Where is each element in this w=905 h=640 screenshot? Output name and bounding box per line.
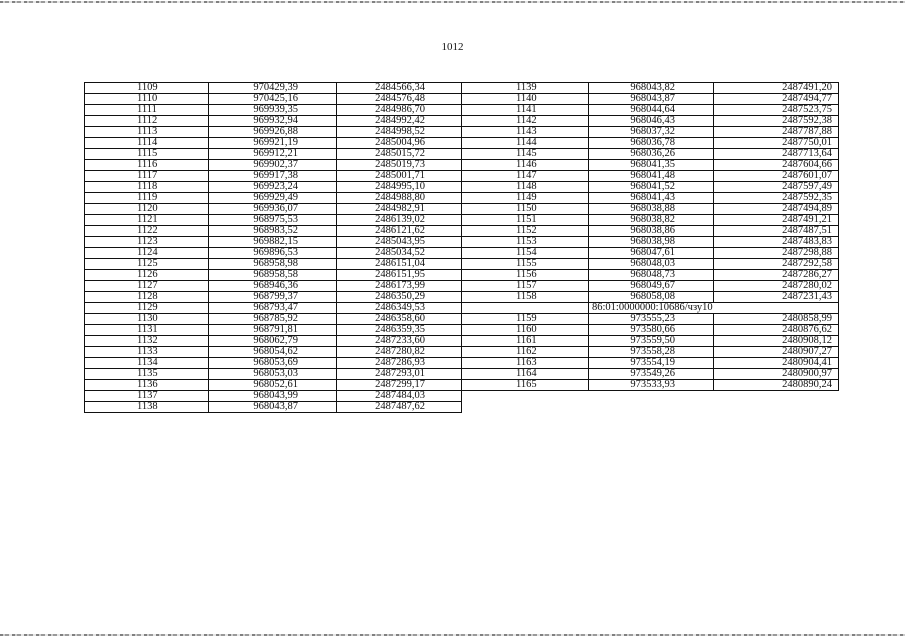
x-coordinate: 968958,58 — [209, 270, 337, 281]
table-row — [85, 292, 839, 303]
point-number: 1159 — [462, 314, 589, 325]
table-row — [85, 138, 839, 149]
x-coordinate: 969896,53 — [209, 248, 337, 259]
y-coordinate: 2486139,02 — [337, 215, 462, 226]
y-coordinate: 2487787,88 — [714, 127, 839, 138]
point-number: 1143 — [462, 127, 589, 138]
point-number: 1163 — [462, 358, 589, 369]
y-coordinate: 2487299,17 — [337, 380, 462, 391]
y-coordinate: 2484982,91 — [337, 204, 462, 215]
y-coordinate: 2487494,89 — [714, 204, 839, 215]
coordinates-table-body — [85, 83, 839, 413]
blank-cell — [589, 402, 714, 413]
x-coordinate: 970425,16 — [209, 94, 337, 105]
point-number: 1139 — [462, 83, 589, 94]
empty-cell — [462, 303, 589, 314]
table-row — [85, 314, 839, 325]
x-coordinate: 973580,66 — [589, 325, 714, 336]
y-coordinate: 2487487,51 — [714, 226, 839, 237]
x-coordinate: 968049,67 — [589, 281, 714, 292]
x-coordinate: 968785,92 — [209, 314, 337, 325]
y-coordinate: 2487233,60 — [337, 336, 462, 347]
table-row — [85, 94, 839, 105]
table-row — [85, 237, 839, 248]
table-row — [85, 193, 839, 204]
point-number: 1138 — [85, 402, 209, 413]
table-row — [85, 369, 839, 380]
x-coordinate: 968036,26 — [589, 149, 714, 160]
x-coordinate: 968053,03 — [209, 369, 337, 380]
x-coordinate: 968038,98 — [589, 237, 714, 248]
point-number: 1118 — [85, 182, 209, 193]
y-coordinate: 2486359,35 — [337, 325, 462, 336]
y-coordinate: 2487491,20 — [714, 83, 839, 94]
point-number: 1127 — [85, 281, 209, 292]
x-coordinate: 973549,26 — [589, 369, 714, 380]
x-coordinate: 969936,07 — [209, 204, 337, 215]
x-coordinate: 968041,35 — [589, 160, 714, 171]
x-coordinate: 968038,82 — [589, 215, 714, 226]
point-number: 1134 — [85, 358, 209, 369]
y-coordinate: 2485019,73 — [337, 160, 462, 171]
x-coordinate: 969921,19 — [209, 138, 337, 149]
page-number: 1012 — [441, 41, 464, 53]
y-coordinate: 2487292,58 — [714, 259, 839, 270]
y-coordinate: 2487523,75 — [714, 105, 839, 116]
blank-cell — [462, 391, 589, 402]
point-number: 1164 — [462, 369, 589, 380]
y-coordinate: 2486358,60 — [337, 314, 462, 325]
y-coordinate: 2487487,62 — [337, 402, 462, 413]
point-number: 1154 — [462, 248, 589, 259]
x-coordinate: 968975,53 — [209, 215, 337, 226]
y-coordinate: 2487597,49 — [714, 182, 839, 193]
x-coordinate: 968046,43 — [589, 116, 714, 127]
x-coordinate: 968043,87 — [209, 402, 337, 413]
table-row — [85, 226, 839, 237]
table-row — [85, 182, 839, 193]
x-coordinate: 973558,28 — [589, 347, 714, 358]
table-row — [85, 204, 839, 215]
point-number: 1128 — [85, 292, 209, 303]
x-coordinate: 968044,64 — [589, 105, 714, 116]
point-number: 1150 — [462, 204, 589, 215]
y-coordinate: 2487280,82 — [337, 347, 462, 358]
x-coordinate: 968043,87 — [589, 94, 714, 105]
table-row — [85, 160, 839, 171]
y-coordinate: 2480908,12 — [714, 336, 839, 347]
point-number: 1124 — [85, 248, 209, 259]
point-number: 1135 — [85, 369, 209, 380]
x-coordinate: 969882,15 — [209, 237, 337, 248]
y-coordinate: 2487601,07 — [714, 171, 839, 182]
x-coordinate: 968791,81 — [209, 325, 337, 336]
y-coordinate: 2485034,52 — [337, 248, 462, 259]
table-row — [85, 149, 839, 160]
y-coordinate: 2485043,95 — [337, 237, 462, 248]
y-coordinate: 2480876,62 — [714, 325, 839, 336]
blank-cell — [589, 391, 714, 402]
point-number: 1141 — [462, 105, 589, 116]
x-coordinate: 968047,61 — [589, 248, 714, 259]
blank-cell — [714, 391, 839, 402]
point-number: 1160 — [462, 325, 589, 336]
point-number: 1136 — [85, 380, 209, 391]
table-row — [85, 325, 839, 336]
x-coordinate: 968041,43 — [589, 193, 714, 204]
x-coordinate: 968062,79 — [209, 336, 337, 347]
table-row — [85, 105, 839, 116]
table-row — [85, 391, 839, 402]
point-number: 1113 — [85, 127, 209, 138]
point-number: 1133 — [85, 347, 209, 358]
point-number: 1109 — [85, 83, 209, 94]
point-number: 1161 — [462, 336, 589, 347]
x-coordinate: 968054,62 — [209, 347, 337, 358]
y-coordinate: 2487592,35 — [714, 193, 839, 204]
point-number: 1145 — [462, 149, 589, 160]
y-coordinate: 2487484,03 — [337, 391, 462, 402]
y-coordinate: 2487286,27 — [714, 270, 839, 281]
point-number: 1119 — [85, 193, 209, 204]
x-coordinate: 968946,36 — [209, 281, 337, 292]
point-number: 1165 — [462, 380, 589, 391]
table-row — [85, 127, 839, 138]
x-coordinate: 973554,19 — [589, 358, 714, 369]
x-coordinate: 970429,39 — [209, 83, 337, 94]
table-row — [85, 303, 839, 314]
x-coordinate: 968043,82 — [589, 83, 714, 94]
x-coordinate: 968037,32 — [589, 127, 714, 138]
y-coordinate: 2487280,02 — [714, 281, 839, 292]
y-coordinate: 2486121,62 — [337, 226, 462, 237]
x-coordinate: 973555,23 — [589, 314, 714, 325]
y-coordinate: 2484992,42 — [337, 116, 462, 127]
point-number: 1162 — [462, 347, 589, 358]
x-coordinate: 968799,37 — [209, 292, 337, 303]
point-number: 1117 — [85, 171, 209, 182]
blank-cell — [714, 402, 839, 413]
blank-cell — [462, 402, 589, 413]
x-coordinate: 968048,73 — [589, 270, 714, 281]
point-number: 1121 — [85, 215, 209, 226]
x-coordinate: 969939,35 — [209, 105, 337, 116]
y-coordinate: 2487494,77 — [714, 94, 839, 105]
table-row — [85, 215, 839, 226]
y-coordinate: 2487231,43 — [714, 292, 839, 303]
point-number: 1129 — [85, 303, 209, 314]
point-number: 1116 — [85, 160, 209, 171]
y-coordinate: 2480907,27 — [714, 347, 839, 358]
x-coordinate: 968983,52 — [209, 226, 337, 237]
y-coordinate: 2480858,99 — [714, 314, 839, 325]
table-row — [85, 380, 839, 391]
y-coordinate: 2487298,88 — [714, 248, 839, 259]
coordinates-table — [84, 82, 839, 413]
y-coordinate: 2480900,97 — [714, 369, 839, 380]
y-coordinate: 2487750,01 — [714, 138, 839, 149]
parcel-label: 86:01:0000000:10686/чзу10 — [589, 303, 714, 314]
table-row — [85, 347, 839, 358]
point-number: 1131 — [85, 325, 209, 336]
x-coordinate: 968052,61 — [209, 380, 337, 391]
table-row — [85, 358, 839, 369]
y-coordinate: 2484986,70 — [337, 105, 462, 116]
y-coordinate: 2480890,24 — [714, 380, 839, 391]
x-coordinate: 969929,49 — [209, 193, 337, 204]
point-number: 1120 — [85, 204, 209, 215]
x-coordinate: 969917,38 — [209, 171, 337, 182]
x-coordinate: 968048,03 — [589, 259, 714, 270]
point-number: 1123 — [85, 237, 209, 248]
table-row — [85, 259, 839, 270]
point-number: 1132 — [85, 336, 209, 347]
x-coordinate: 968058,08 — [589, 292, 714, 303]
point-number: 1147 — [462, 171, 589, 182]
point-number: 1112 — [85, 116, 209, 127]
y-coordinate: 2484566,34 — [337, 83, 462, 94]
point-number: 1122 — [85, 226, 209, 237]
table-row — [85, 281, 839, 292]
x-coordinate: 969932,94 — [209, 116, 337, 127]
x-coordinate: 969926,88 — [209, 127, 337, 138]
x-coordinate: 968041,48 — [589, 171, 714, 182]
point-number: 1111 — [85, 105, 209, 116]
point-number: 1156 — [462, 270, 589, 281]
x-coordinate: 968036,78 — [589, 138, 714, 149]
y-coordinate: 2486151,95 — [337, 270, 462, 281]
y-coordinate: 2486350,29 — [337, 292, 462, 303]
empty-cell — [714, 303, 839, 314]
x-coordinate: 969923,24 — [209, 182, 337, 193]
point-number: 1155 — [462, 259, 589, 270]
point-number: 1149 — [462, 193, 589, 204]
x-coordinate: 968038,86 — [589, 226, 714, 237]
x-coordinate: 973559,50 — [589, 336, 714, 347]
x-coordinate: 968038,88 — [589, 204, 714, 215]
point-number: 1158 — [462, 292, 589, 303]
y-coordinate: 2485001,71 — [337, 171, 462, 182]
x-coordinate: 973533,93 — [589, 380, 714, 391]
point-number: 1157 — [462, 281, 589, 292]
y-coordinate: 2487483,83 — [714, 237, 839, 248]
scan-edge-top — [0, 1, 905, 3]
point-number: 1140 — [462, 94, 589, 105]
y-coordinate: 2484576,48 — [337, 94, 462, 105]
y-coordinate: 2487604,66 — [714, 160, 839, 171]
scan-edge-bottom — [0, 634, 905, 636]
point-number: 1130 — [85, 314, 209, 325]
table-row — [85, 270, 839, 281]
y-coordinate: 2484995,10 — [337, 182, 462, 193]
y-coordinate: 2487592,38 — [714, 116, 839, 127]
table-row — [85, 248, 839, 259]
y-coordinate: 2487286,93 — [337, 358, 462, 369]
point-number: 1125 — [85, 259, 209, 270]
point-number: 1148 — [462, 182, 589, 193]
table-row — [85, 171, 839, 182]
y-coordinate: 2486173,99 — [337, 281, 462, 292]
y-coordinate: 2487293,01 — [337, 369, 462, 380]
point-number: 1115 — [85, 149, 209, 160]
x-coordinate: 969912,21 — [209, 149, 337, 160]
x-coordinate: 968958,98 — [209, 259, 337, 270]
x-coordinate: 968043,99 — [209, 391, 337, 402]
y-coordinate: 2480904,41 — [714, 358, 839, 369]
x-coordinate: 968793,47 — [209, 303, 337, 314]
x-coordinate: 968041,52 — [589, 182, 714, 193]
point-number: 1152 — [462, 226, 589, 237]
point-number: 1142 — [462, 116, 589, 127]
point-number: 1137 — [85, 391, 209, 402]
x-coordinate: 968053,69 — [209, 358, 337, 369]
point-number: 1110 — [85, 94, 209, 105]
y-coordinate: 2485004,96 — [337, 138, 462, 149]
y-coordinate: 2487491,21 — [714, 215, 839, 226]
point-number: 1151 — [462, 215, 589, 226]
y-coordinate: 2486349,53 — [337, 303, 462, 314]
table-row — [85, 336, 839, 347]
table-row — [85, 116, 839, 127]
point-number: 1153 — [462, 237, 589, 248]
y-coordinate: 2486151,04 — [337, 259, 462, 270]
point-number: 1144 — [462, 138, 589, 149]
y-coordinate: 2485015,72 — [337, 149, 462, 160]
x-coordinate: 969902,37 — [209, 160, 337, 171]
table-row — [85, 83, 839, 94]
y-coordinate: 2484998,52 — [337, 127, 462, 138]
point-number: 1114 — [85, 138, 209, 149]
y-coordinate: 2484988,80 — [337, 193, 462, 204]
point-number: 1126 — [85, 270, 209, 281]
y-coordinate: 2487713,64 — [714, 149, 839, 160]
table-row — [85, 402, 839, 413]
point-number: 1146 — [462, 160, 589, 171]
